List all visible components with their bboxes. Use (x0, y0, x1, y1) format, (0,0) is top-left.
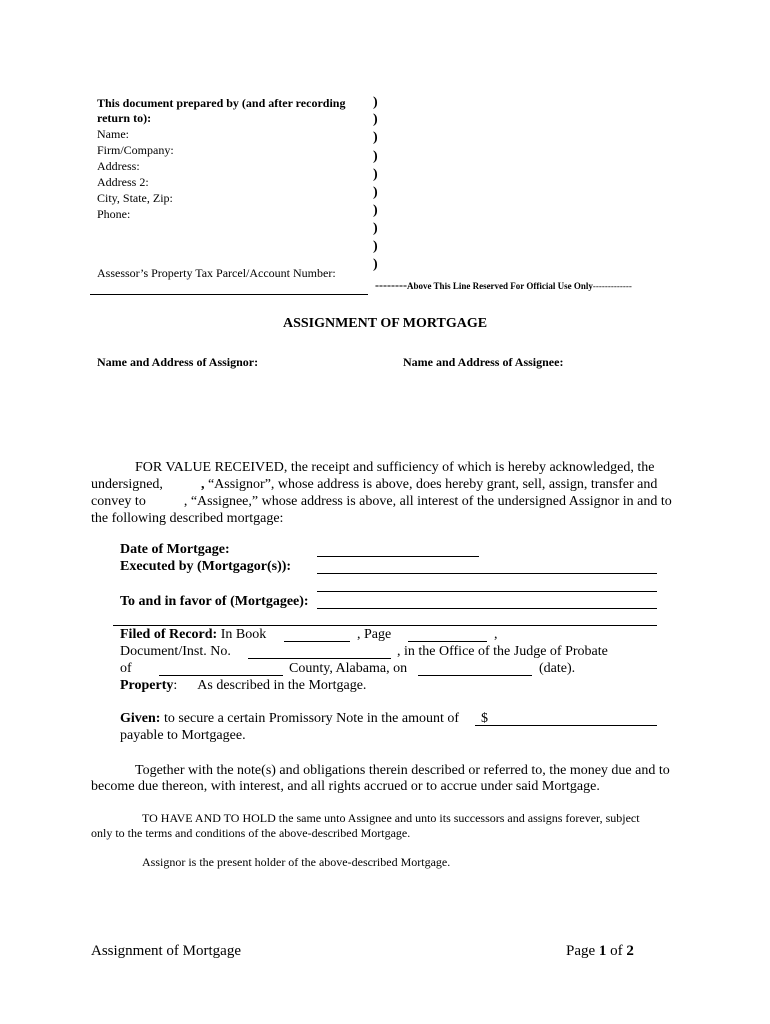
bracket-paren: ) (373, 112, 378, 127)
mortgagor-field-line1[interactable] (317, 573, 657, 574)
value-paragraph-line1: FOR VALUE RECEIVED, the receipt and sufficiency of which is hereby acknowledged, the (135, 460, 655, 475)
prepared-by-label: This document prepared by (and after recording (97, 96, 346, 110)
property-row (120, 678, 366, 694)
holder-statement: Assignor is the present holder of the above-described Mortgage. (142, 855, 451, 869)
value-paragraph-line4: the following described mortgage: (91, 511, 284, 526)
date-of-mortgage-label: Date of Mortgage: (120, 542, 230, 557)
dollar-sign: $ (481, 711, 488, 726)
value-paragraph-line2 (91, 477, 657, 493)
page-number-field[interactable] (408, 641, 487, 642)
name-field-label: Name: (97, 127, 129, 141)
assignor-name-comma: , (200, 477, 205, 492)
address2-field-label: Address 2: (97, 175, 149, 189)
assignee-definition: , “Assignee,” whose address is above, all interest of the undersigned Assignor in and to (183, 494, 672, 509)
county-alabama-text: County, Alabama, on (289, 661, 408, 676)
mortgagor-field-line2[interactable] (317, 591, 657, 592)
bracket-paren: ) (373, 167, 378, 182)
bracket-paren: ) (373, 221, 378, 236)
firm-field-label: Firm/Company: (97, 143, 174, 157)
executed-by-label: Executed by (Mortgagor(s)): (120, 559, 292, 574)
payable-text: payable to Mortgagee. (120, 728, 246, 743)
property-value: As described in the Mortgage. (197, 678, 367, 693)
filed-of-record-row (120, 627, 266, 643)
parcel-number-line[interactable] (90, 294, 368, 295)
phone-field-label: Phone: (97, 207, 131, 221)
undersigned-text: undersigned, (91, 477, 163, 492)
property-colon: : (173, 678, 178, 693)
convey-to-text: convey to (91, 494, 146, 509)
given-row (120, 711, 459, 727)
together-paragraph-line2: become due thereon, with interest, and all rights accrued or to accrue under said Mortgage. (91, 779, 600, 794)
reserved-notice (375, 276, 632, 294)
bracket-paren: ) (373, 149, 378, 164)
in-book-label: In Book (220, 627, 267, 642)
of-label: of (120, 661, 132, 676)
total-page-number: 2 (626, 943, 634, 959)
date-of-mortgage-field[interactable] (317, 556, 479, 557)
page-comma: , (494, 627, 498, 642)
county-field[interactable] (159, 675, 283, 676)
city-state-zip-field-label: City, State, Zip: (97, 191, 173, 205)
assignor-definition: “Assignor”, whose address is above, does hereby grant, sell, assign, transfer and (207, 477, 658, 492)
given-label: Given: (120, 711, 161, 726)
mortgagee-field-line1[interactable] (317, 608, 657, 609)
habendum-line1: TO HAVE AND TO HOLD the same unto Assignee and unto its successors and assigns forever, subject (142, 811, 640, 825)
return-to-label: return to): (97, 111, 152, 125)
assignee-label: Name and Address of Assignee: (403, 355, 564, 369)
page-indicator (566, 943, 634, 960)
of-word: of (610, 943, 623, 959)
habendum-line2: only to the terms and conditions of the above-described Mortgage. (91, 826, 411, 840)
together-paragraph-line1: Together with the note(s) and obligations therein described or referred to, the money due and to (135, 763, 670, 778)
recording-date-field[interactable] (418, 675, 532, 676)
value-paragraph-line3 (91, 494, 672, 510)
bracket-paren: ) (373, 203, 378, 218)
date-paren-label: (date). (539, 661, 576, 676)
probate-office-text: , in the Office of the Judge of Probate (397, 644, 608, 659)
document-title: ASSIGNMENT OF MORTGAGE (282, 316, 488, 331)
bracket-paren: ) (373, 130, 378, 145)
reserved-dashes: -------- (375, 278, 407, 292)
bracket-paren: ) (373, 185, 378, 200)
assignor-label: Name and Address of Assignor: (97, 355, 259, 369)
reserved-trail: ------------- (592, 281, 632, 291)
reserved-text: Above This Line Reserved For Official Use Only (406, 281, 593, 291)
page-label: , Page (357, 627, 392, 642)
page-word: Page (566, 943, 596, 959)
current-page-number: 1 (598, 943, 607, 959)
property-label: Property (120, 678, 174, 693)
bracket-paren: ) (373, 95, 378, 110)
bracket-paren: ) (373, 239, 378, 254)
address-field-label: Address: (97, 159, 140, 173)
document-inst-field[interactable] (248, 658, 391, 659)
document-inst-label: Document/Inst. No. (120, 644, 231, 659)
footer-title: Assignment of Mortgage (91, 943, 241, 959)
bracket-paren: ) (373, 257, 378, 272)
parcel-number-label: Assessor’s Property Tax Parcel/Account Number: (97, 266, 336, 280)
note-amount-field[interactable] (475, 725, 657, 726)
filed-of-record-label: Filed of Record: (120, 627, 218, 642)
given-text: to secure a certain Promissory Note in the amount of (163, 711, 460, 726)
mortgagee-label: To and in favor of (Mortgagee): (120, 594, 309, 609)
mortgagee-field-line2[interactable] (113, 625, 657, 626)
book-number-field[interactable] (284, 641, 350, 642)
